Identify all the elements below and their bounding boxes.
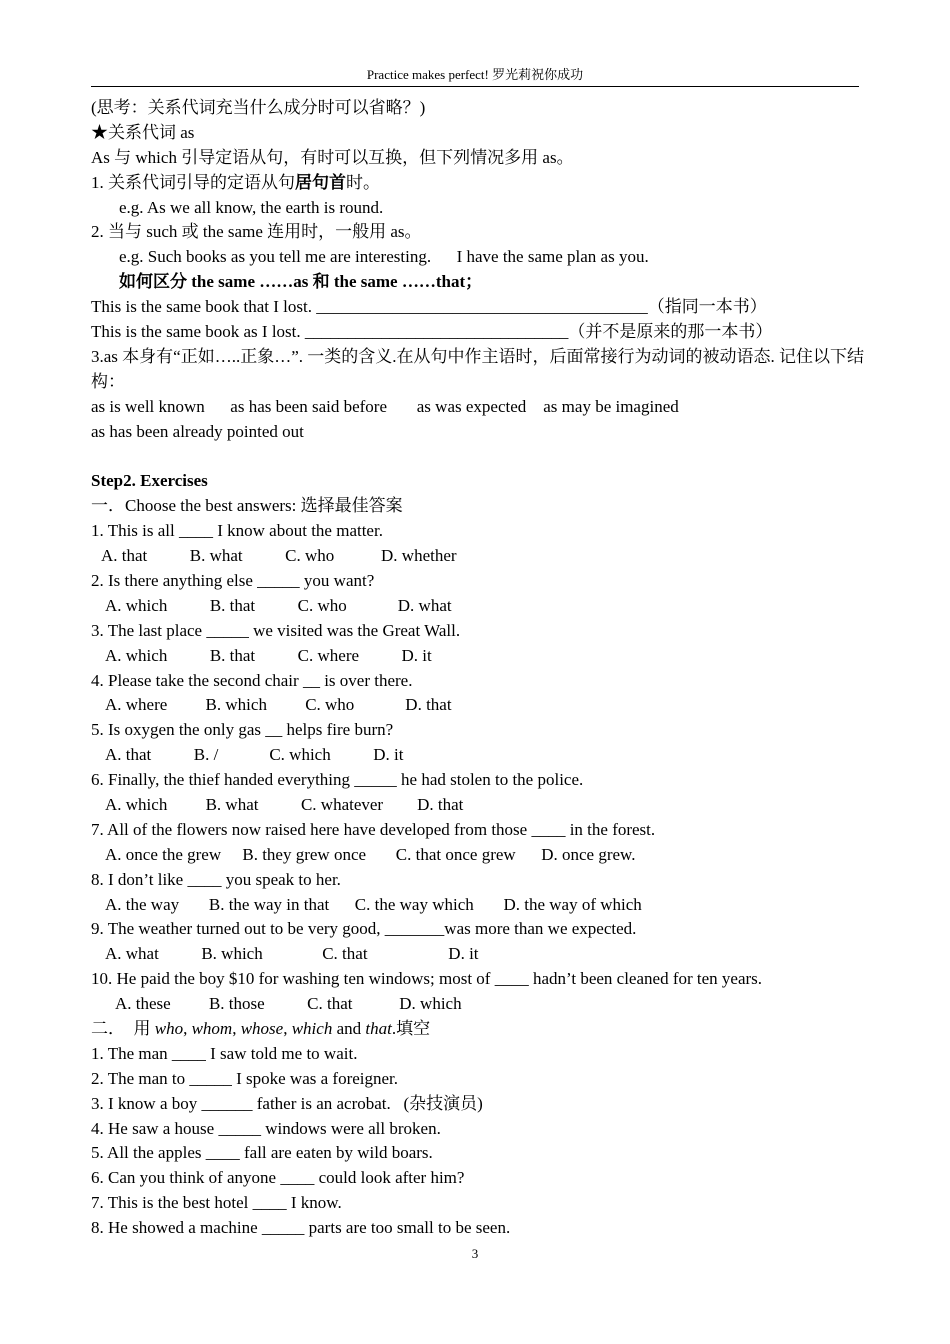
exercises-title: Step2. Exercises <box>91 471 208 491</box>
question-options: A. that B. / C. which D. it <box>105 745 404 765</box>
question-item: 2. Is there anything else _____ you want? <box>91 570 375 590</box>
question-item: 9. The weather turned out to be very good, _______was more than we expected. <box>91 919 637 939</box>
question-options: A. what B. which C. that D. it <box>105 944 479 964</box>
word-whom: whom <box>191 1018 233 1038</box>
question-options: A. which B. what C. whatever D. that <box>105 794 464 814</box>
page-body <box>91 96 866 1241</box>
question-item: 8. I don’t like ____ you speak to her. <box>91 869 341 889</box>
same-as-sentence: This is the same book as I lost. _______________________________（并不是原来的那一本书） <box>91 322 773 342</box>
intro-text: As 与 which 引导定语从句，有时可以互换，但下列情况多用 as。 <box>91 147 574 167</box>
fill-item: 6. Can you think of anyone ____ could look after him? <box>91 1168 465 1188</box>
fill-item: 3. I know a boy ______ father is an acrobat. (杂技演员) <box>91 1093 483 1113</box>
fill-item: 5. All the apples ____ fall are eaten by wild boars. <box>91 1143 433 1163</box>
rule-1-text: 1. 关系代词引导的定语从句 <box>91 172 295 192</box>
question-options: A. where B. which C. who D. that <box>105 695 452 715</box>
fill-item: 8. He showed a machine _____ parts are too small to be seen. <box>91 1218 511 1238</box>
header-rule <box>91 86 859 87</box>
rule-1 <box>91 171 866 196</box>
question-options: A. the way B. the way in that C. the way which D. the way of which <box>105 894 642 914</box>
fill-item: 7. This is the best hotel ____ I know. <box>91 1193 342 1213</box>
page-number: 3 <box>471 1246 479 1261</box>
part-2-suffix: .填空 <box>391 1018 431 1038</box>
question-item: 3. The last place _____ we visited was the Great Wall. <box>91 620 461 640</box>
word-that: that <box>365 1018 392 1038</box>
word-whose: whose <box>240 1018 284 1038</box>
question-list <box>91 519 866 1017</box>
fill-item: 2. The man to _____ I spoke was a foreigner. <box>91 1068 399 1088</box>
distinguish-heading: 如何区分 the same ……as 和 the same ……that； <box>119 272 483 292</box>
rule-1-tail: 时。 <box>346 172 380 192</box>
question-options: A. these B. those C. that D. which <box>115 994 462 1014</box>
word-who: who <box>154 1018 184 1038</box>
rule-1-emphasis: 居句首 <box>295 172 346 192</box>
question-options: A. that B. what C. who D. whether <box>101 546 457 566</box>
question-options: A. which B. that C. where D. it <box>105 645 432 665</box>
fill-in-list <box>91 1042 866 1241</box>
phrases-line-2: as has been already pointed out <box>91 421 304 441</box>
question-item: 4. Please take the second chair __ is over there. <box>91 670 413 690</box>
think-question: (思考：关系代词充当什么成分时可以省略？) <box>91 98 426 117</box>
question-item: 1. This is all ____ I know about the matter. <box>91 521 383 541</box>
page-header: Practice makes perfect! 罗光莉祝你成功 <box>366 67 584 82</box>
same-that-sentence: This is the same book that I lost. _______________________________________（指同一本书） <box>91 297 767 317</box>
phrases-line-1: as is well known as has been said before as was expected as may be imagined <box>91 396 679 416</box>
question-item: 6. Finally, the thief handed everything _____ he had stolen to the police. <box>91 770 584 790</box>
fill-item: 4. He saw a house _____ windows were all broken. <box>91 1118 441 1138</box>
question-options: A. once the grew B. they grew once C. that once grew D. once grew. <box>105 844 636 864</box>
word-which: which <box>291 1018 333 1038</box>
part-2-title: 二． 用 who, whom, whose, which and that.填空 <box>91 1018 431 1038</box>
rule-1-example: e.g. As we all know, the earth is round. <box>119 197 384 217</box>
rule-2-example: e.g. Such books as you tell me are interesting. I have the same plan as you. <box>119 247 649 267</box>
question-options: A. which B. that C. who D. what <box>105 595 452 615</box>
part-2-prefix: 二． 用 <box>91 1018 155 1038</box>
part-1-title: 一．Choose the best answers: 选择最佳答案 <box>91 496 403 516</box>
rule-2: 2. 当与 such 或 the same 连用时，一般用 as。 <box>91 222 422 242</box>
question-item: 7. All of the flowers now raised here have developed from those ____ in the forest. <box>91 819 656 839</box>
section-title-as: ★关系代词 as <box>91 122 195 142</box>
rule-3: 3.as 本身有“正如…..正象…”. 一类的含义.在从句中作主语时，后面常接行为动词的被动语态. 记住以下结构： <box>91 346 865 391</box>
spacer <box>91 445 866 470</box>
question-item: 10. He paid the boy $10 for washing ten windows; most of ____ hadn’t been cleaned for ten years. <box>91 969 763 989</box>
fill-item: 1. The man ____ I saw told me to wait. <box>91 1043 358 1063</box>
question-item: 5. Is oxygen the only gas __ helps fire burn? <box>91 720 394 740</box>
